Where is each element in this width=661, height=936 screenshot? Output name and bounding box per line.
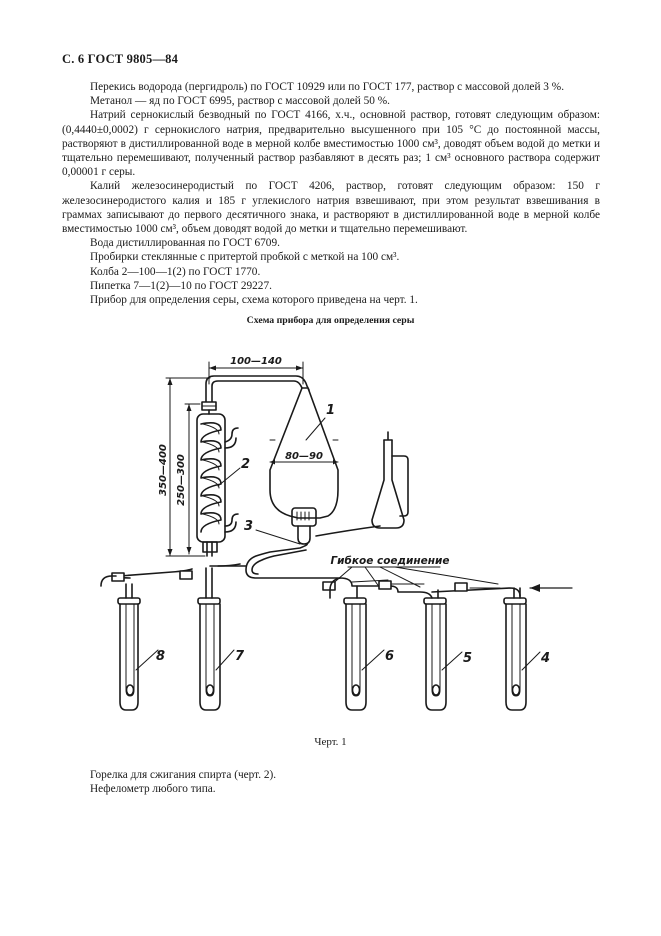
air-inlet-arrow <box>530 584 572 592</box>
flexible-connection-label: Гибкое соединение <box>330 555 450 567</box>
absorber-8 <box>101 576 165 710</box>
paragraph-apparatus: Прибор для определения серы, схема которого приведена на черт. 1. <box>90 294 418 307</box>
absorber-6 <box>330 578 394 710</box>
label-3: 3 <box>244 519 254 534</box>
absorber-5 <box>424 590 472 710</box>
body-text <box>62 80 600 307</box>
paragraph-pipette: Пипетка 7—1(2)—10 по ГОСТ 29227. <box>90 279 272 292</box>
dim-funnel-label: 80—90 <box>285 451 323 462</box>
label-1: 1 <box>326 403 336 418</box>
condenser <box>197 402 238 556</box>
label-6: 6 <box>385 649 395 664</box>
paragraph-test-tubes: Пробирки стеклянные с притертой пробкой с меткой на 100 см³. <box>90 251 400 264</box>
label-8: 8 <box>156 649 166 664</box>
label-2: 2 <box>241 457 251 472</box>
dimension-top <box>209 356 303 384</box>
apparatus-diagram <box>0 340 661 720</box>
paragraph-methanol: Метанол — яд по ГОСТ 6995, раствор с массовой долей 50 %. <box>90 95 390 108</box>
dim-top-label: 100—140 <box>230 356 282 367</box>
paragraph-peroxide: Перекись водорода (пергидроль) по ГОСТ 10929 или по ГОСТ 177, раствор с массовой долей 3 %. <box>90 81 565 93</box>
manifold <box>112 544 340 581</box>
paragraph-flask: Колба 2—100—1(2) по ГОСТ 1770. <box>90 265 261 278</box>
dim-outer-label: 350—400 <box>158 444 169 496</box>
absorber-4 <box>504 588 550 710</box>
figure-caption: Черт. 1 <box>314 736 347 748</box>
paragraph-potassium-ferricyanide: Калий железосинеродистый по ГОСТ 4206, раствор, готовят следующим образом: 150 г железосинеродистого калия и 185 г углекислого натрия взвешивают, при этом результат взвешивания в граммах записывают до первого десятичного знака, и растворяют в дистиллированной воде в мерной колбе вместимостью 1000 см³, объем доводят водой до метки и тщательно перемешивают. <box>62 180 600 236</box>
figure-title: Схема прибора для определения серы <box>246 315 415 326</box>
dim-inner-label: 250—300 <box>176 454 187 506</box>
label-7: 7 <box>235 649 245 664</box>
label-5: 5 <box>463 651 473 666</box>
label-4: 4 <box>541 651 551 666</box>
paragraph-sodium-sulfate: Натрий сернокислый безводный по ГОСТ 4166, х.ч., основной раствор, готовят следующим образом: (0,4440±0,0002) г сернокислого натрия, предварительно высушенного при 105 °С до постоянной массы, растворяют в дистиллированной воде в мерной колбе вместимостью 1000 см³, доводят объем водой до метки и тщательно перемешивают, полученный раствор разбавляют в десять раз; 1 см³ основного раствора содержит 0,00001 г серы. <box>62 109 600 179</box>
absorber-7 <box>198 568 245 710</box>
paragraph-nephelometer: Нефелометр любого типа. <box>90 783 216 796</box>
connecting-tube-top <box>206 376 309 402</box>
page-header: С. 6 ГОСТ 9805—84 <box>62 52 179 66</box>
paragraph-burner: Горелка для сжигания спирта (черт. 2). <box>90 769 277 781</box>
paragraph-water: Вода дистиллированная по ГОСТ 6709. <box>90 237 280 250</box>
footer-text <box>62 768 600 796</box>
